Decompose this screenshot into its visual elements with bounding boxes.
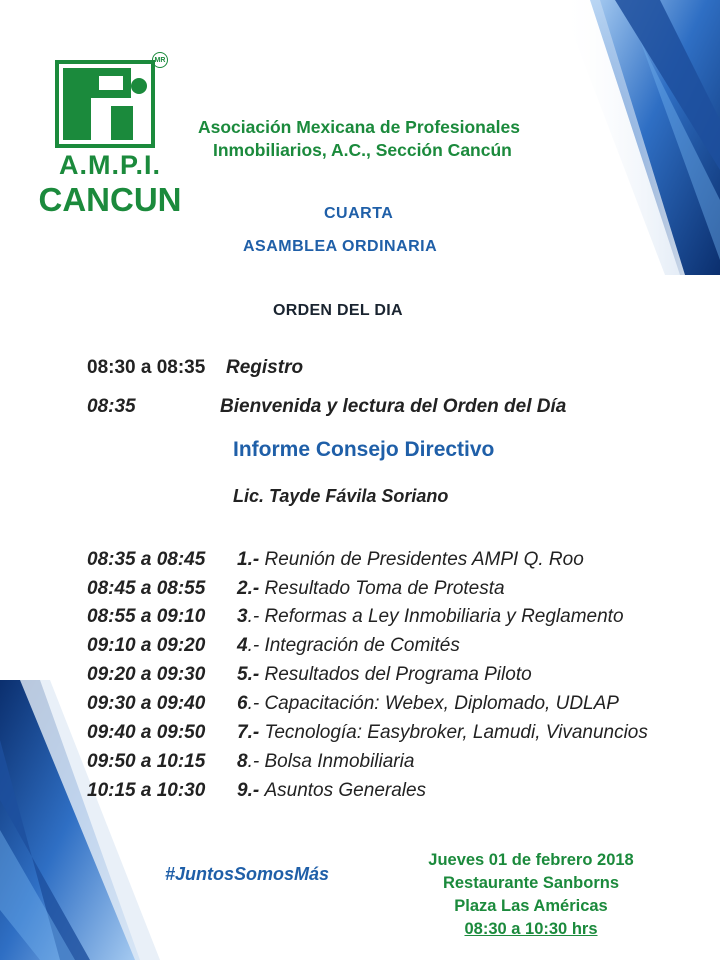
agenda-item-entry	[237, 722, 648, 744]
agenda-item-entry	[237, 635, 460, 657]
event-date: Jueves 01 de febrero 2018	[428, 851, 634, 869]
opening-text-1: Registro	[226, 357, 304, 378]
ampi-logo-icon	[55, 60, 155, 148]
agenda-item-entry	[237, 606, 624, 628]
event-place: Plaza Las Américas	[454, 897, 608, 915]
hashtag: #JuntosSomosMás	[165, 864, 330, 884]
agenda-item-number: 3	[237, 606, 248, 627]
agenda-item-text: Reunión de Presidentes AMPI Q. Roo	[264, 549, 584, 570]
event-hours-text: 08:30 a 10:30 hrs	[464, 920, 598, 938]
agenda-item-number: 9.-	[237, 780, 260, 801]
opening-text-2: Bienvenida y lectura del Orden del Día	[220, 396, 567, 417]
agenda-item-time: 08:35 a 08:45	[87, 549, 206, 570]
agenda-item-time: 09:40 a 09:50	[87, 722, 206, 743]
agenda-item-text: Resultado Toma de Protesta	[264, 578, 505, 599]
agenda-item-time: 09:50 a 10:15	[87, 751, 206, 772]
agenda-item-text: Resultados del Programa Piloto	[264, 664, 532, 685]
agenda-item-time: 08:45 a 08:55	[87, 578, 206, 599]
agenda-item-text: Asuntos Generales	[264, 780, 427, 801]
event-venue: Restaurante Sanborns	[442, 874, 620, 892]
agenda-item-entry	[237, 693, 619, 715]
agenda-item-entry	[237, 780, 426, 802]
agenda-item-text: .- Reformas a Ley Inmobiliaria y Reglamento	[247, 606, 624, 627]
agenda-item-text: .- Integración de Comités	[247, 635, 460, 656]
report-title: Informe Consejo Directivo	[233, 438, 495, 461]
opening-time-2: 08:35	[87, 396, 136, 417]
agenda-item-entry	[237, 549, 584, 571]
corner-decoration-top-right	[560, 0, 720, 275]
registered-mark: MR	[152, 52, 168, 68]
agenda-item-entry	[237, 751, 414, 773]
agenda-item-text: Tecnología: Easybroker, Lamudi, Vivanuncios	[264, 722, 648, 743]
agenda-title: ORDEN DEL DIA	[273, 302, 403, 319]
agenda-item-number: 1.-	[237, 549, 260, 570]
agenda-item-time: 09:30 a 09:40	[87, 693, 206, 714]
logo-city: CANCUN	[38, 181, 182, 218]
agenda-item-number: 6	[237, 693, 248, 714]
agenda-item-entry	[237, 578, 505, 600]
agenda-item-number: 5.-	[237, 664, 260, 685]
assembly-title-line1: CUARTA	[324, 205, 394, 222]
agenda-item-time: 08:55 a 09:10	[87, 606, 206, 627]
agenda-item-number: 7.-	[237, 722, 260, 743]
logo-name: A.M.P.I.	[58, 150, 162, 180]
association-name-line1: Asociación Mexicana de Profesionales	[198, 117, 520, 137]
agenda-item-entry	[237, 664, 532, 686]
agenda-item-number: 8	[237, 751, 248, 772]
agenda-item-number: 2.-	[237, 578, 260, 599]
event-hours	[381, 918, 681, 941]
opening-time-1: 08:30 a 08:35	[87, 357, 206, 378]
report-presenter: Lic. Tayde Fávila Soriano	[233, 486, 449, 506]
agenda-item-text: .- Capacitación: Webex, Diplomado, UDLAP	[247, 693, 619, 714]
agenda-item-time: 09:10 a 09:20	[87, 635, 206, 656]
assembly-title-line2: ASAMBLEA ORDINARIA	[243, 238, 438, 255]
agenda-item-text: .- Bolsa Inmobiliaria	[247, 751, 415, 772]
agenda-item-time: 09:20 a 09:30	[87, 664, 206, 685]
agenda-item-time: 10:15 a 10:30	[87, 780, 206, 801]
agenda-item-number: 4	[237, 635, 248, 656]
association-name-line2: Inmobiliarios, A.C., Sección Cancún	[213, 140, 512, 160]
